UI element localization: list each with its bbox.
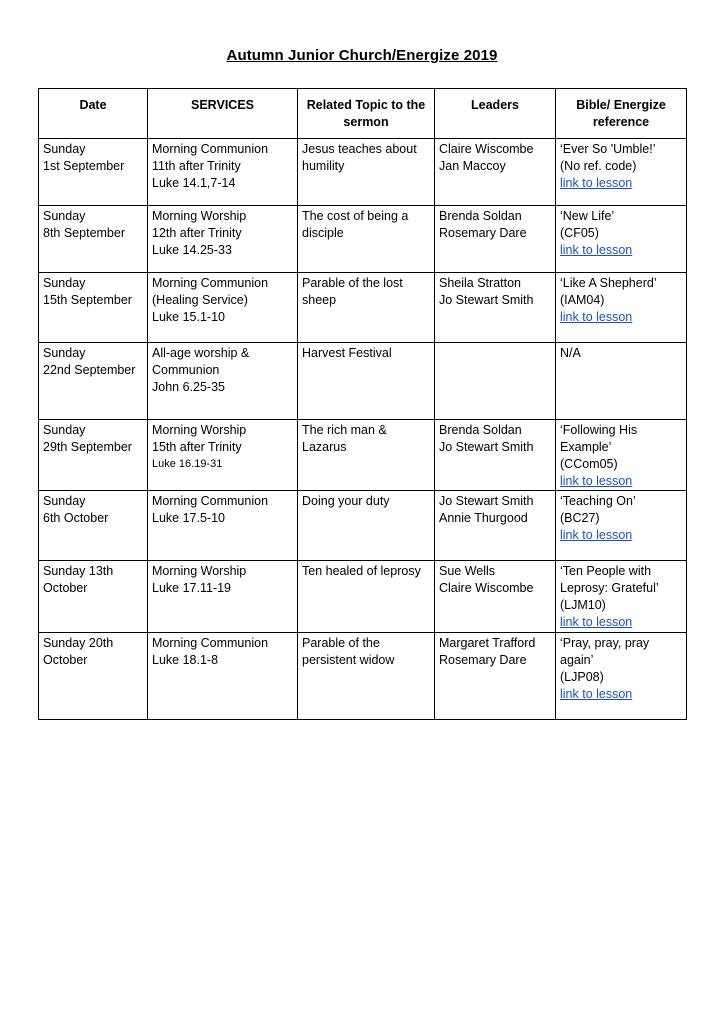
date-line: Sunday 13th [43, 564, 114, 578]
date-cell [39, 139, 148, 206]
reference-line: (BC27) [560, 511, 600, 525]
lesson-link[interactable]: link to lesson [560, 176, 633, 190]
lesson-link[interactable]: link to lesson [560, 474, 633, 488]
reference-cell [556, 420, 687, 491]
date-line: Sunday [43, 346, 86, 360]
leader-name: Sue Wells [439, 564, 496, 578]
reference-line: again’ [560, 653, 594, 667]
service-line: Morning Communion [152, 636, 269, 650]
lesson-link[interactable]: link to lesson [560, 615, 633, 629]
date-line: 15th September [43, 293, 132, 307]
service-line: John 6.25-35 [152, 380, 225, 394]
leader-name: Brenda Soldan [439, 209, 522, 223]
reference-cell [556, 561, 687, 633]
topic-cell: Jesus teaches about humility [298, 139, 435, 206]
reference-line: ‘Following His [560, 423, 638, 437]
reference-line: (CF05) [560, 226, 599, 240]
reference-line: (LJP08) [560, 670, 604, 684]
service-line: Morning Communion [152, 494, 269, 508]
leader-name: Rosemary Dare [439, 226, 527, 240]
reference-line: (No ref. code) [560, 159, 637, 173]
reference-cell [556, 139, 687, 206]
table-row [39, 633, 687, 720]
reference-line: (LJM10) [560, 598, 606, 612]
leader-name: Jo Stewart Smith [439, 440, 534, 454]
date-line: 6th October [43, 511, 109, 525]
reference-cell [556, 633, 687, 720]
date-line: Sunday [43, 494, 86, 508]
table-row [39, 273, 687, 343]
leaders-cell [435, 491, 556, 561]
date-line: Sunday [43, 276, 86, 290]
service-line: Luke 14.1,7-14 [152, 176, 236, 190]
leaders-cell [435, 139, 556, 206]
reference-line: ‘Ten People with [560, 564, 652, 578]
topic-cell: Parable of the persistent widow [298, 633, 435, 720]
services-cell [148, 343, 298, 420]
leader-name: Claire Wiscombe [439, 581, 534, 595]
reference-cell [556, 273, 687, 343]
reference-line: Example’ [560, 440, 612, 454]
date-line: October [43, 581, 88, 595]
service-line: Luke 15.1-10 [152, 310, 225, 324]
lesson-link[interactable]: link to lesson [560, 528, 633, 542]
date-cell [39, 420, 148, 491]
leaders-cell [435, 273, 556, 343]
reference-cell [556, 206, 687, 273]
document-title: Autumn Junior Church/Energize 2019 [226, 47, 498, 64]
leaders-cell [435, 206, 556, 273]
lesson-link[interactable]: link to lesson [560, 310, 633, 324]
leader-name: Jan Maccoy [439, 159, 506, 173]
reference-line: ‘Teaching On’ [560, 494, 636, 508]
service-line: Luke 16.19-31 [152, 458, 223, 470]
table-row [39, 139, 687, 206]
reference-line: N/A [560, 346, 581, 360]
reference-line: Leprosy: Grateful’ [560, 581, 659, 595]
date-line: 1st September [43, 159, 125, 173]
reference-line: (IAM04) [560, 293, 605, 307]
date-line: 22nd September [43, 363, 136, 377]
leader-name: Jo Stewart Smith [439, 494, 534, 508]
service-line: Communion [152, 363, 220, 377]
services-cell [148, 491, 298, 561]
header-row [39, 89, 687, 139]
service-line: 15th after Trinity [152, 440, 242, 454]
leader-name: Brenda Soldan [439, 423, 522, 437]
table-row [39, 561, 687, 633]
lesson-link[interactable]: link to lesson [560, 243, 633, 257]
header-reference: Bible/ Energize reference [556, 89, 687, 139]
leaders-cell [435, 343, 556, 420]
table-row [39, 420, 687, 491]
services-cell [148, 561, 298, 633]
date-line: October [43, 653, 88, 667]
service-line: Luke 18.1-8 [152, 653, 219, 667]
table-row [39, 491, 687, 561]
reference-line: ‘Like A Shepherd’ [560, 276, 657, 290]
reference-line: (CCom05) [560, 457, 618, 471]
reference-cell [556, 491, 687, 561]
service-line: Morning Worship [152, 564, 247, 578]
reference-cell [556, 343, 687, 420]
leader-name: Jo Stewart Smith [439, 293, 534, 307]
date-cell [39, 343, 148, 420]
service-line: 11th after Trinity [152, 159, 241, 173]
services-cell [148, 139, 298, 206]
service-line: Morning Communion [152, 276, 269, 290]
table-row [39, 206, 687, 273]
leader-name: Claire Wiscombe [439, 142, 534, 156]
reference-line: ‘Pray, pray, pray [560, 636, 650, 650]
reference-line: ‘New Life’ [560, 209, 615, 223]
topic-cell: Doing your duty [298, 491, 435, 561]
services-cell [148, 420, 298, 491]
topic-cell: Parable of the lost sheep [298, 273, 435, 343]
service-line: Luke 17.5-10 [152, 511, 225, 525]
service-line: 12th after Trinity [152, 226, 242, 240]
topic-cell: Harvest Festival [298, 343, 435, 420]
topic-cell: The cost of being a disciple [298, 206, 435, 273]
leader-name: Margaret Trafford [439, 636, 536, 650]
date-cell [39, 206, 148, 273]
topic-cell: Ten healed of leprosy [298, 561, 435, 633]
date-line: Sunday 20th [43, 636, 114, 650]
service-line: Morning Worship [152, 423, 247, 437]
header-date: Date [39, 89, 148, 139]
services-cell [148, 273, 298, 343]
service-line: All-age worship & [152, 346, 250, 360]
date-cell [39, 561, 148, 633]
header-services: SERVICES [148, 89, 298, 139]
date-cell [39, 633, 148, 720]
date-line: Sunday [43, 209, 86, 223]
schedule-table [38, 88, 687, 720]
reference-line: ‘Ever So 'Umble!’ [560, 142, 656, 156]
date-line: 29th September [43, 440, 132, 454]
service-line: Morning Communion [152, 142, 269, 156]
service-line: Luke 17.11-19 [152, 581, 231, 595]
topic-cell: The rich man & Lazarus [298, 420, 435, 491]
service-line: Morning Worship [152, 209, 247, 223]
services-cell [148, 206, 298, 273]
date-cell [39, 491, 148, 561]
date-cell [39, 273, 148, 343]
services-cell [148, 633, 298, 720]
leader-name: Sheila Stratton [439, 276, 521, 290]
leaders-cell [435, 561, 556, 633]
table-row [39, 343, 687, 420]
leaders-cell [435, 420, 556, 491]
leaders-cell [435, 633, 556, 720]
leader-name: Annie Thurgood [439, 511, 528, 525]
header-topic: Related Topic to the sermon [298, 89, 435, 139]
date-line: Sunday [43, 423, 86, 437]
leader-name: Rosemary Dare [439, 653, 527, 667]
date-line: Sunday [43, 142, 86, 156]
service-line: Luke 14.25-33 [152, 243, 232, 257]
header-leaders: Leaders [435, 89, 556, 139]
service-line: (Healing Service) [152, 293, 248, 307]
lesson-link[interactable]: link to lesson [560, 687, 633, 701]
date-line: 8th September [43, 226, 125, 240]
